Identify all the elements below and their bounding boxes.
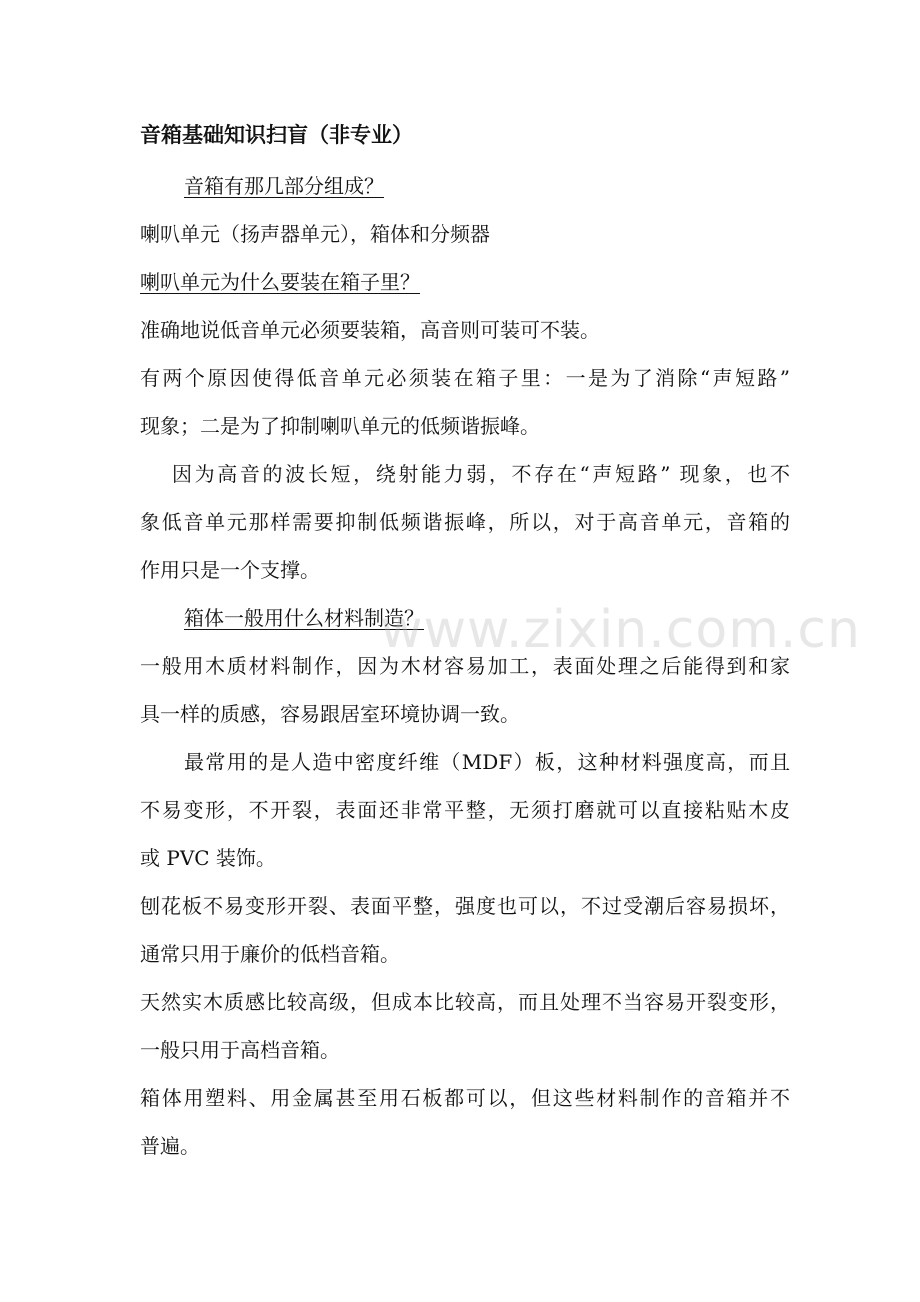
text-line: 天然实木质感比较高级，但成本比较高，而且处理不当容易开裂变形， (140, 990, 790, 1014)
text-line: 象低音单元那样需要抑制低频谐振峰，所以，对于高音单元，音箱的 (140, 510, 790, 534)
text-line: 不易变形，不开裂，表面还非常平整，无须打磨就可以直接粘贴木皮 (140, 798, 790, 822)
text-line: 有两个原因使得低音单元必须装在箱子里：一是为了消除“声短路” (140, 366, 790, 390)
section-heading-why-box: 喇叭单元为什么要装在箱子里？ (140, 270, 420, 294)
text-line: 因为高音的波长短，绕射能力弱，不存在“声短路” 现象，也不 (172, 462, 790, 486)
section-heading-composition: 音箱有那几部分组成？ (184, 174, 384, 198)
text-line: 作用只是一个支撑。 (140, 558, 320, 582)
document-title: 音箱基础知识扫盲（非专业） (140, 122, 413, 147)
text-line: 现象；二是为了抑制喇叭单元的低频谐振峰。 (140, 414, 540, 438)
text-line: 一般用木质材料制作，因为木材容易加工，表面处理之后能得到和家 (140, 654, 790, 678)
text-line: 具一样的质感，容易跟居室环境协调一致。 (140, 702, 520, 726)
text-line: 喇叭单元（扬声器单元），箱体和分频器 (140, 222, 490, 246)
section-heading-materials: 箱体一般用什么材料制造？ (184, 606, 424, 630)
text-line: 刨花板不易变形开裂、表面平整，强度也可以，不过受潮后容易损坏， (140, 894, 790, 918)
text-line: 最常用的是人造中密度纤维（MDF）板，这种材料强度高，而且 (184, 750, 790, 774)
watermark: www.zixin.com.cn (380, 600, 861, 660)
text-line: 通常只用于廉价的低档音箱。 (140, 942, 400, 966)
text-line: 普遍。 (140, 1134, 200, 1158)
text-line: 准确地说低音单元必须要装箱，高音则可装可不装。 (140, 318, 600, 342)
text-line: 一般只用于高档音箱。 (140, 1038, 340, 1062)
text-line: 或 PVC 装饰。 (140, 846, 276, 870)
text-line: 箱体用塑料、用金属甚至用石板都可以，但这些材料制作的音箱并不 (140, 1086, 790, 1110)
